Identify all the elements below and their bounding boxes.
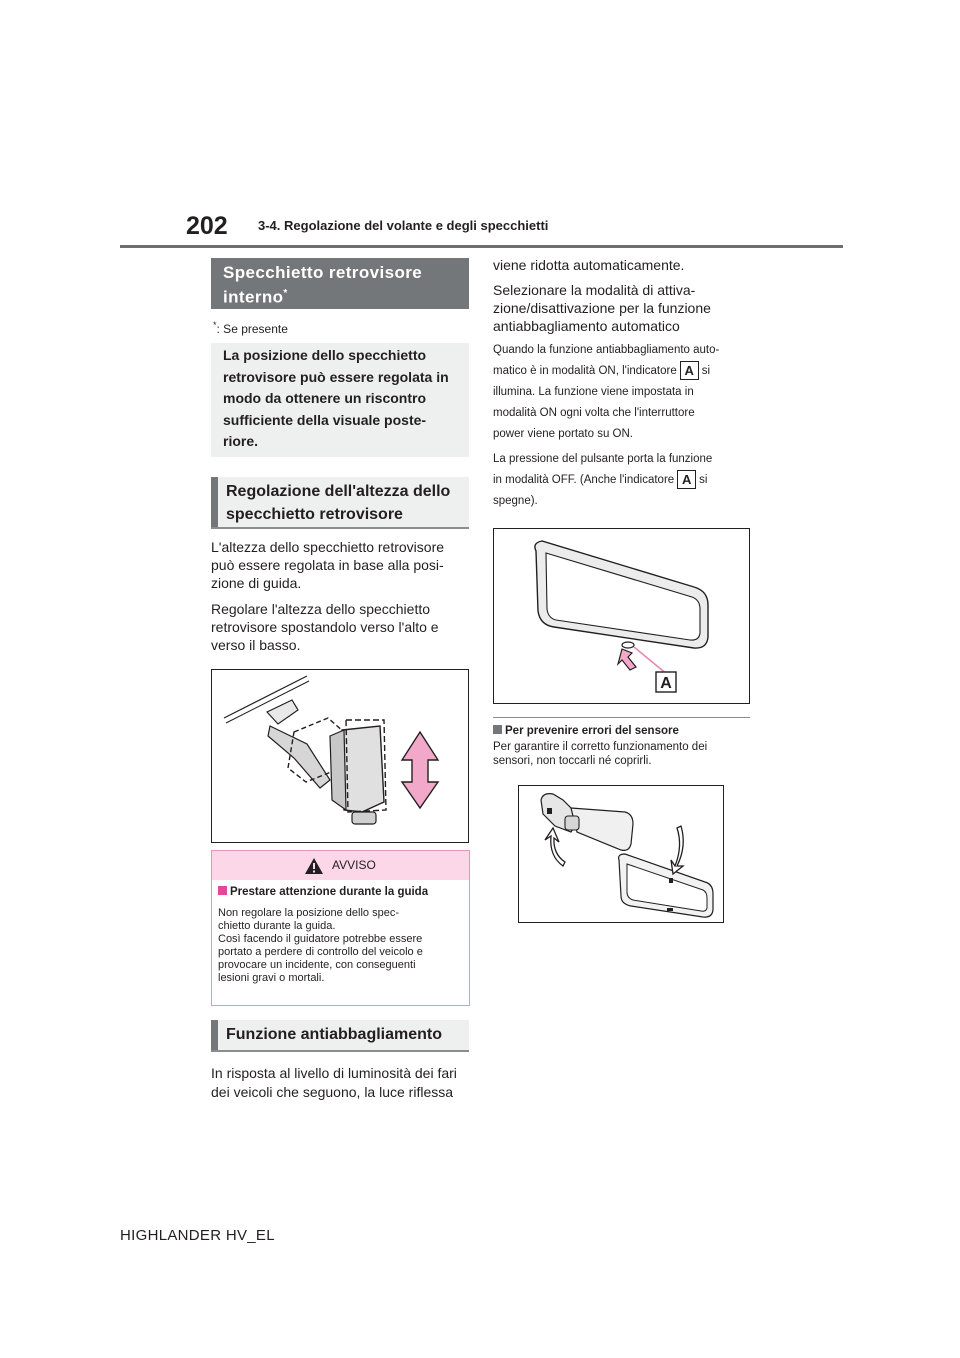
height-paragraph-1 [211, 538, 444, 592]
section-divider [493, 717, 750, 718]
main-heading-marker: * [283, 288, 288, 299]
warning-header [212, 851, 469, 880]
text-line: chietto durante la guida. [218, 920, 336, 932]
text-line: antiabbagliamento automatico [493, 318, 680, 334]
header-rule [120, 245, 843, 248]
text-line: in modalità OFF. (Anche l'indicatore A si [493, 472, 708, 488]
continuation-line: viene ridotta automaticamente. [493, 257, 685, 273]
heading-underline [211, 527, 469, 529]
main-heading-line2: interno* [223, 287, 288, 307]
figure-label-a: A [660, 675, 672, 692]
antiglare-heading-text: Funzione antiabbagliamento [226, 1026, 443, 1043]
text-line: zione di guida. [211, 575, 302, 591]
mirror-sensor-figure [518, 785, 724, 923]
mirror-height-figure [211, 669, 469, 843]
text-line: Quando la funzione antiabbagliamento auto- [493, 344, 720, 356]
text-line: Regolare l'altezza dello specchietto [211, 601, 431, 617]
text-line: modalità ON ogni volta che l'interruttore [493, 407, 695, 419]
sensor-heading: Per prevenire errori del sensore [493, 722, 679, 740]
text-line: In risposta al livello di luminosità dei fari [211, 1065, 457, 1081]
heading-underline [211, 1050, 469, 1052]
text-line: verso il basso. [211, 637, 301, 653]
text-line: illumina. La funzione viene impostata in [493, 386, 694, 398]
warning-box [211, 850, 470, 1006]
antiglare-off-note [493, 449, 712, 512]
height-paragraph-2 [211, 600, 439, 654]
indicator-a-badge: A [680, 361, 699, 380]
warning-subtitle: Prestare attenzione durante la guida [218, 886, 428, 898]
text-line: retrovisore spostandolo verso l'alto e [211, 619, 439, 635]
text-line: Per garantire il corretto funzionamento dei [493, 741, 708, 753]
mirror-height-illustration [212, 670, 468, 842]
page-number: 202 [186, 212, 228, 240]
intro-box [211, 343, 469, 457]
sensor-text [493, 741, 707, 768]
main-heading-line1: Specchietto retrovisore [223, 263, 423, 282]
text-line: spegne). [493, 495, 538, 507]
text-line: power viene portato su ON. [493, 428, 633, 440]
text-line: dei veicoli che seguono, la luce riflessa [211, 1084, 454, 1100]
main-heading [211, 258, 469, 309]
text-line: L'altezza dello specchietto retrovisore [211, 539, 445, 555]
mirror-sensor-illustration [519, 786, 723, 922]
mirror-indicator-figure [493, 528, 750, 704]
footnote-text: : Se presente [216, 322, 288, 336]
mirror-indicator-illustration [494, 529, 749, 703]
height-heading-line1: Regolazione dell'altezza dello [226, 483, 451, 500]
warning-triangle-icon [304, 857, 324, 875]
footnote-marker: * [213, 320, 217, 330]
intro-line: La posizione dello specchietto [223, 347, 427, 363]
footnote [213, 320, 288, 336]
antiglare-paragraph [211, 1064, 457, 1102]
text-line: portato a perdere di controllo del veicolo e [218, 946, 423, 958]
warning-title: AVVISO [332, 858, 376, 872]
warning-body [218, 907, 466, 985]
text-line: matico è in modalità ON, l'indicatore A si [493, 363, 711, 379]
text-line: provocare un incidente, con conseguenti [218, 959, 416, 971]
text-line: Così facendo il guidatore potrebbe essere [218, 933, 423, 945]
gray-square-bullet-icon [493, 725, 502, 734]
text-line: lesioni gravi o mortali. [218, 972, 325, 984]
indicator-a-badge: A [677, 470, 696, 489]
intro-line: sufficiente della visuale poste- [223, 411, 427, 428]
intro-line: retrovisore può essere regolata in [223, 368, 449, 385]
height-heading-line2: specchietto retrovisore [226, 506, 403, 523]
section-title: 3-4. Regolazione del volante e degli specchietti [258, 218, 549, 233]
text-line: Selezionare la modalità di attiva- [493, 282, 696, 298]
pink-square-bullet-icon [218, 886, 227, 895]
text-line: La pressione del pulsante porta la funzione [493, 453, 713, 465]
antiglare-section-heading [211, 1020, 469, 1050]
select-mode-paragraph [493, 281, 711, 335]
text-line: Non regolare la posizione dello spec- [218, 907, 399, 919]
antiglare-on-note [493, 340, 719, 445]
height-section-heading [211, 477, 469, 527]
text-line: sensori, non toccarli né coprirli. [493, 754, 652, 767]
footer-model: HIGHLANDER HV_EL [120, 1227, 275, 1244]
intro-line: modo da ottenere un riscontro [223, 390, 427, 406]
intro-line: riore. [223, 433, 259, 449]
text-line: zione/disattivazione per la funzione [493, 300, 711, 316]
text-line: può essere regolata in base alla posi- [211, 557, 444, 573]
